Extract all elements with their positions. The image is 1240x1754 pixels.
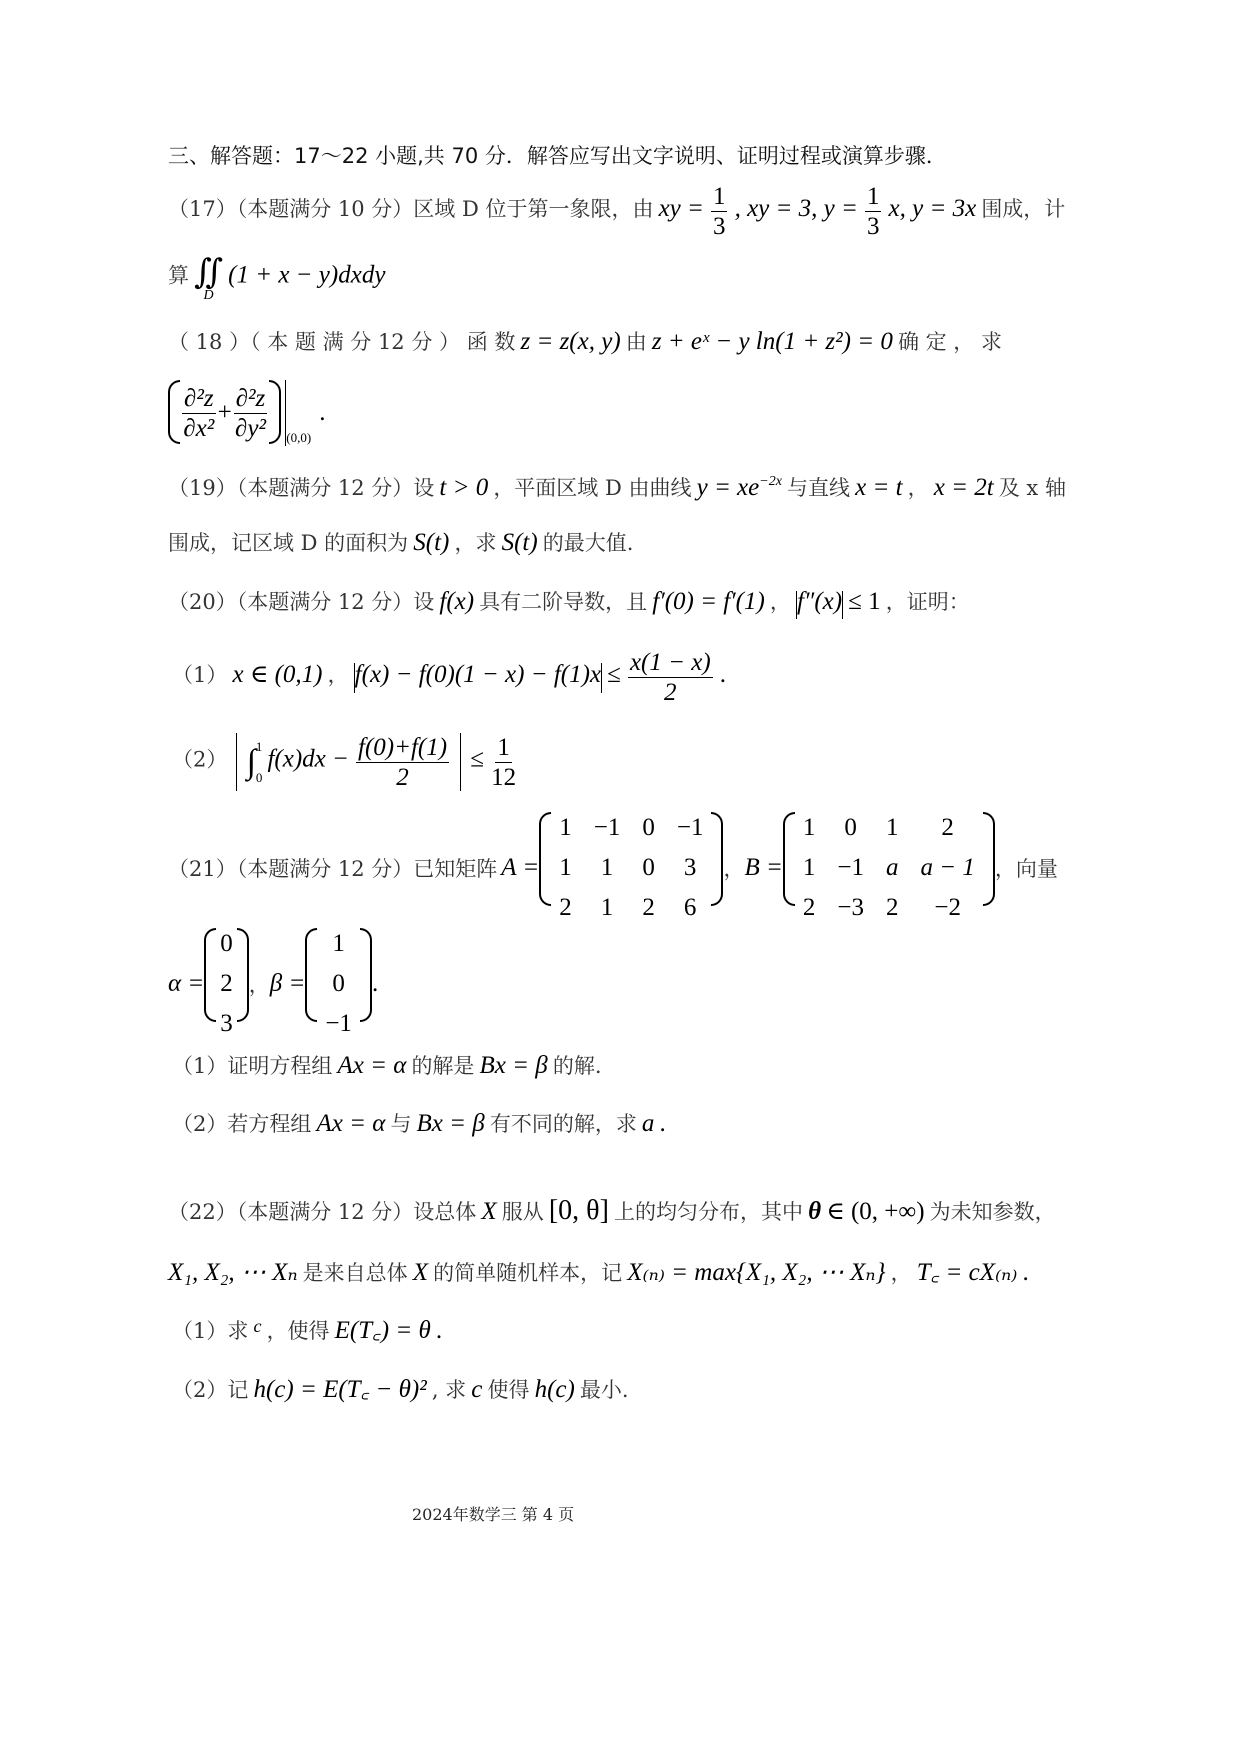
- problem-20: （20）（本题满分 12 分）设 f(x) 具有二阶导数，且 f′(0) = f′(1) ， f″(x) ≤ 1 ，证明：: [168, 586, 970, 619]
- section-heading: 三、解答题：17～22 小题,共 70 分．解答应写出文字说明、证明过程或演算步骤．: [168, 144, 947, 168]
- problem-17: [168, 184, 1065, 239]
- problem-17-label: （17）（本题满分 10 分）区域 D 位于第一象限，由: [168, 197, 654, 221]
- problem-17-line2: 算 ∬ D (1 + x − y)dxdy: [168, 254, 386, 303]
- problem-19-label: （19）（本题满分 12 分）设: [168, 476, 435, 500]
- double-integral: ∬ D: [194, 254, 224, 303]
- problem-20-part1: （1） x ∈ (0,1) ， f(x) − f(0)(1 − x) − f(1)x ≤ $\frac{x(1 - x)}{2}$ .: [172, 649, 726, 706]
- right-paren: [269, 380, 281, 444]
- p18-equation: z + eˣ − y ln(1 + z²) = 0: [651, 328, 893, 355]
- vector-alpha: 0 2 3: [204, 928, 249, 1040]
- p17-tail: 围成，计: [981, 197, 1066, 221]
- matrix-B: 1 0 1 2 1 −1 a a − 1 2 −3 2 −2: [783, 812, 995, 924]
- p17-eq-part2: , xy = 3, y =: [734, 195, 858, 222]
- problem-19: （19）（本题满分 12 分）设 t > 0 ，平面区域 D 由曲线 y = xe−2x 与直线 x = t ， x = 2t 及 x 轴: [168, 474, 1066, 501]
- problem-22: （22）（本题满分 12 分）设总体 X 服从 [0, θ] 上的均匀分布，其中 θ ∈ (0, +∞) 为未知参数，: [168, 1195, 1056, 1226]
- p17-eq-part1: xy =: [658, 195, 704, 222]
- p17-frac-2: $\frac{1}{3}$: [866, 183, 880, 240]
- problem-21-vectors: α = 0 2 3 ， β = 1 0 −1 .: [168, 928, 378, 1040]
- problem-19-line2: 围成，记区域 D 的面积为 S(t) ，求 S(t) 的最大值.: [168, 529, 634, 556]
- problem-20-label: （20）（本题满分 12 分）设: [168, 590, 435, 614]
- page-footer: 2024年数学三 第 4 页: [412, 1505, 575, 1524]
- problem-22-label: （22）（本题满分 12 分）设总体: [168, 1200, 477, 1224]
- problem-21-part2: （2）若方程组 Ax = α 与 Bx = β 有不同的解，求 a .: [172, 1110, 666, 1137]
- problem-18-expression: $\frac{\text{∂²z}}{\text{∂x²}}$ + $\frac{\text{∂²z}}{\text{∂y²}}$ (0,0) .: [168, 380, 325, 448]
- p17-integrand: (1 + x − y)dxdy: [228, 261, 386, 289]
- problem-22-line2: X₁, X₂, ⋯ Xₙ 是来自总体 X 的简单随机样本，记 X₍ₙ₎ = max{X₁, X₂, ⋯ Xₙ} ， T꜀ = cX₍ₙ₎ .: [168, 1259, 1029, 1286]
- problem-22-part2: （2）记 h(c) = E(T꜀ − θ)² , 求 c 使得 h(c) 最小.: [172, 1376, 629, 1403]
- problem-18-label: （ 18 ）（ 本 题 满 分 12 分 ） 函 数: [168, 330, 516, 354]
- p17-frac-1: $\frac{1}{3}$: [712, 183, 726, 240]
- p17-eq-part3: x, y = 3x: [888, 195, 977, 222]
- problem-20-part2: （2） ∫ 1 0 f(x)dx − $\frac{f(0)+f(1)}{2}$ ≤ $\frac{1}{12}$: [172, 733, 517, 791]
- problem-22-part1: （1）求 c ，使得 E(T꜀) = θ .: [172, 1316, 443, 1344]
- matrix-A: 1 −1 0 −1 1 1 0 3 2 1 2 6: [539, 812, 723, 924]
- p18-func: z = z(x, y): [520, 328, 621, 355]
- left-paren: [168, 380, 180, 444]
- problem-21-part1: （1）证明方程组 Ax = α 的解是 Bx = β 的解.: [172, 1052, 602, 1079]
- problem-21: （21）（本题满分 12 分）已知矩阵 A = 1 −1 0 −1 1 1 0 3 2 1 2 6 ， B = 1 0 1 2 1 −1 a a − 1 2 −3 2 −2 ，向量: [168, 812, 1058, 924]
- problem-18: （ 18 ）（ 本 题 满 分 12 分 ） 函 数 z = z(x, y) 由 z + eˣ − y ln(1 + z²) = 0 确 定 ， 求: [168, 328, 1002, 355]
- problem-21-label: （21）（本题满分 12 分）已知矩阵: [168, 857, 498, 881]
- vector-beta: 1 0 −1: [305, 928, 372, 1040]
